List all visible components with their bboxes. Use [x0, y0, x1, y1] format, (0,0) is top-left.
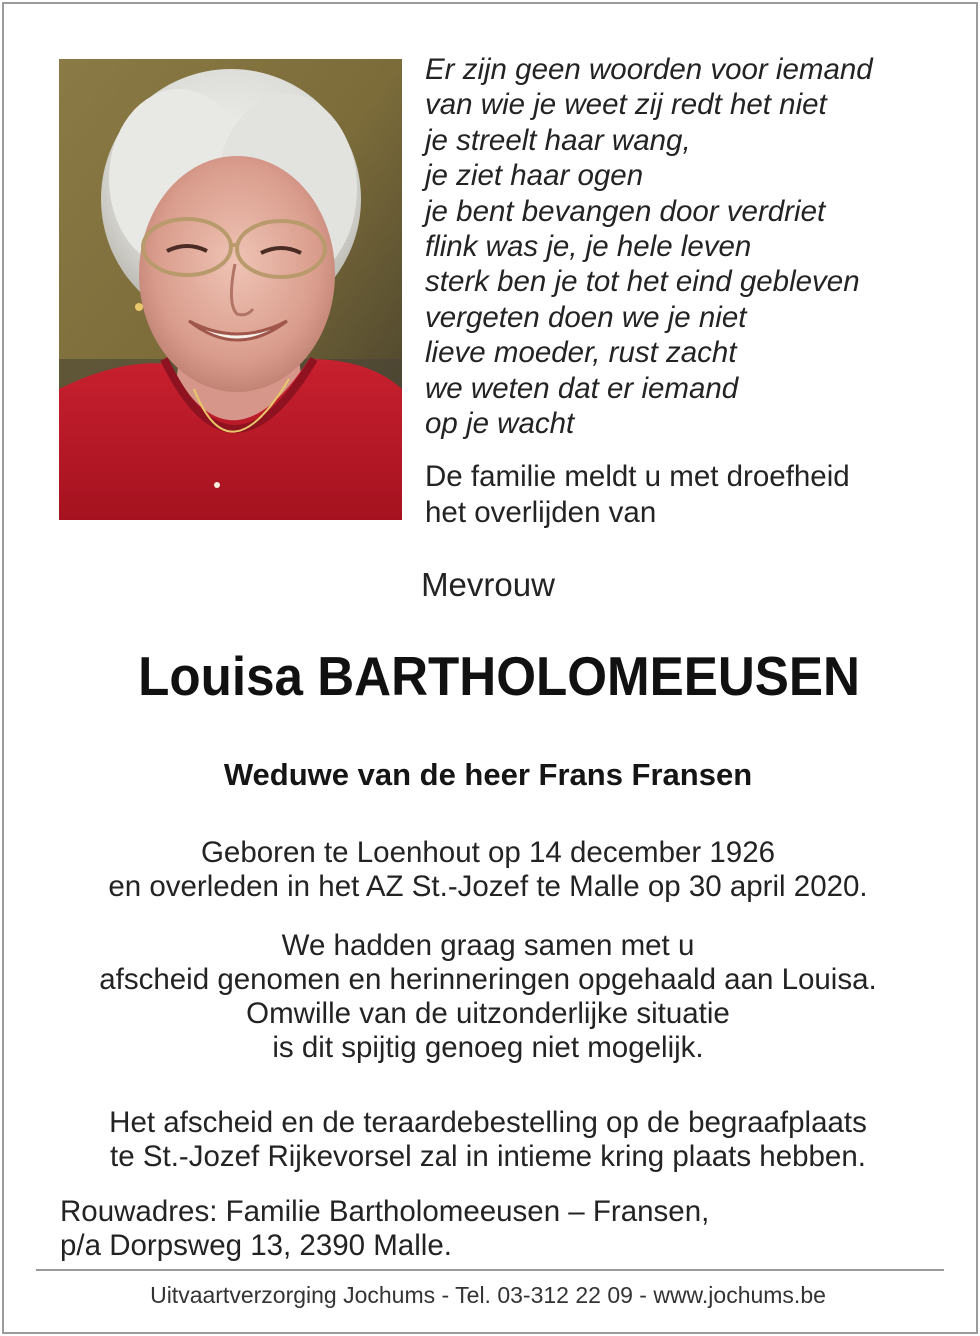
poem-line: je bent bevangen door verdriet — [425, 194, 826, 228]
birth-death-dates — [0, 836, 976, 904]
poem-line: flink was je, je hele leven — [425, 230, 752, 264]
message-line: is dit spijtig genoeg niet mogelijk. — [272, 1031, 704, 1064]
poem-line: je streelt haar wang, — [425, 123, 691, 157]
address-line: Rouwadres: Familie Bartholomeeusen – Fransen, — [60, 1195, 710, 1228]
poem-line: we weten dat er iemand — [425, 371, 739, 405]
message-line: We hadden graag samen met u — [281, 929, 695, 962]
footer-divider — [36, 1269, 944, 1271]
message-line: afscheid genomen en herinneringen opgehaald aan Louisa. — [99, 963, 877, 996]
message-line: Omwille van de uitzonderlijke situatie — [246, 997, 730, 1030]
dates-line: Geboren te Loenhout op 14 december 1926 — [200, 836, 776, 869]
poem — [425, 52, 965, 441]
deceased-name: Louisa BARTHOLOMEEUSEN — [138, 645, 860, 707]
farewell-message — [0, 929, 976, 1065]
intro-line: het overlijden van — [425, 495, 657, 529]
funeral-director-footer: Uitvaartverzorging Jochums - Tel. 03-312 22 09 - www.jochums.be — [150, 1282, 826, 1308]
poem-line: Er zijn geen woorden voor iemand — [425, 53, 873, 86]
spouse-line: Weduwe van de heer Frans Fransen — [223, 757, 753, 792]
poem-line: van wie je weet zij redt het niet — [425, 88, 827, 122]
mourning-address — [60, 1195, 709, 1263]
ceremony-notice — [0, 1106, 976, 1174]
address-line: p/a Dorpsweg 13, 2390 Malle. — [60, 1229, 452, 1262]
ceremony-line: Het afscheid en de teraardebestelling op de begraafplaats — [109, 1106, 867, 1139]
poem-line: je ziet haar ogen — [425, 159, 644, 193]
announcement-intro — [425, 459, 965, 530]
poem-line: lieve moeder, rust zacht — [425, 336, 737, 370]
ceremony-line: te St.-Jozef Rijkevorsel zal in intieme kring plaats hebben. — [110, 1140, 866, 1173]
poem-line: op je wacht — [425, 407, 575, 441]
honorific: Mevrouw — [421, 566, 555, 603]
poem-line: sterk ben je tot het eind gebleven — [425, 265, 860, 299]
poem-line: vergeten doen we je niet — [425, 300, 747, 334]
intro-line: De familie meldt u met droefheid — [425, 460, 850, 493]
portrait-photo — [59, 59, 402, 520]
dates-line: en overleden in het AZ St.-Jozef te Malle op 30 april 2020. — [108, 870, 868, 903]
